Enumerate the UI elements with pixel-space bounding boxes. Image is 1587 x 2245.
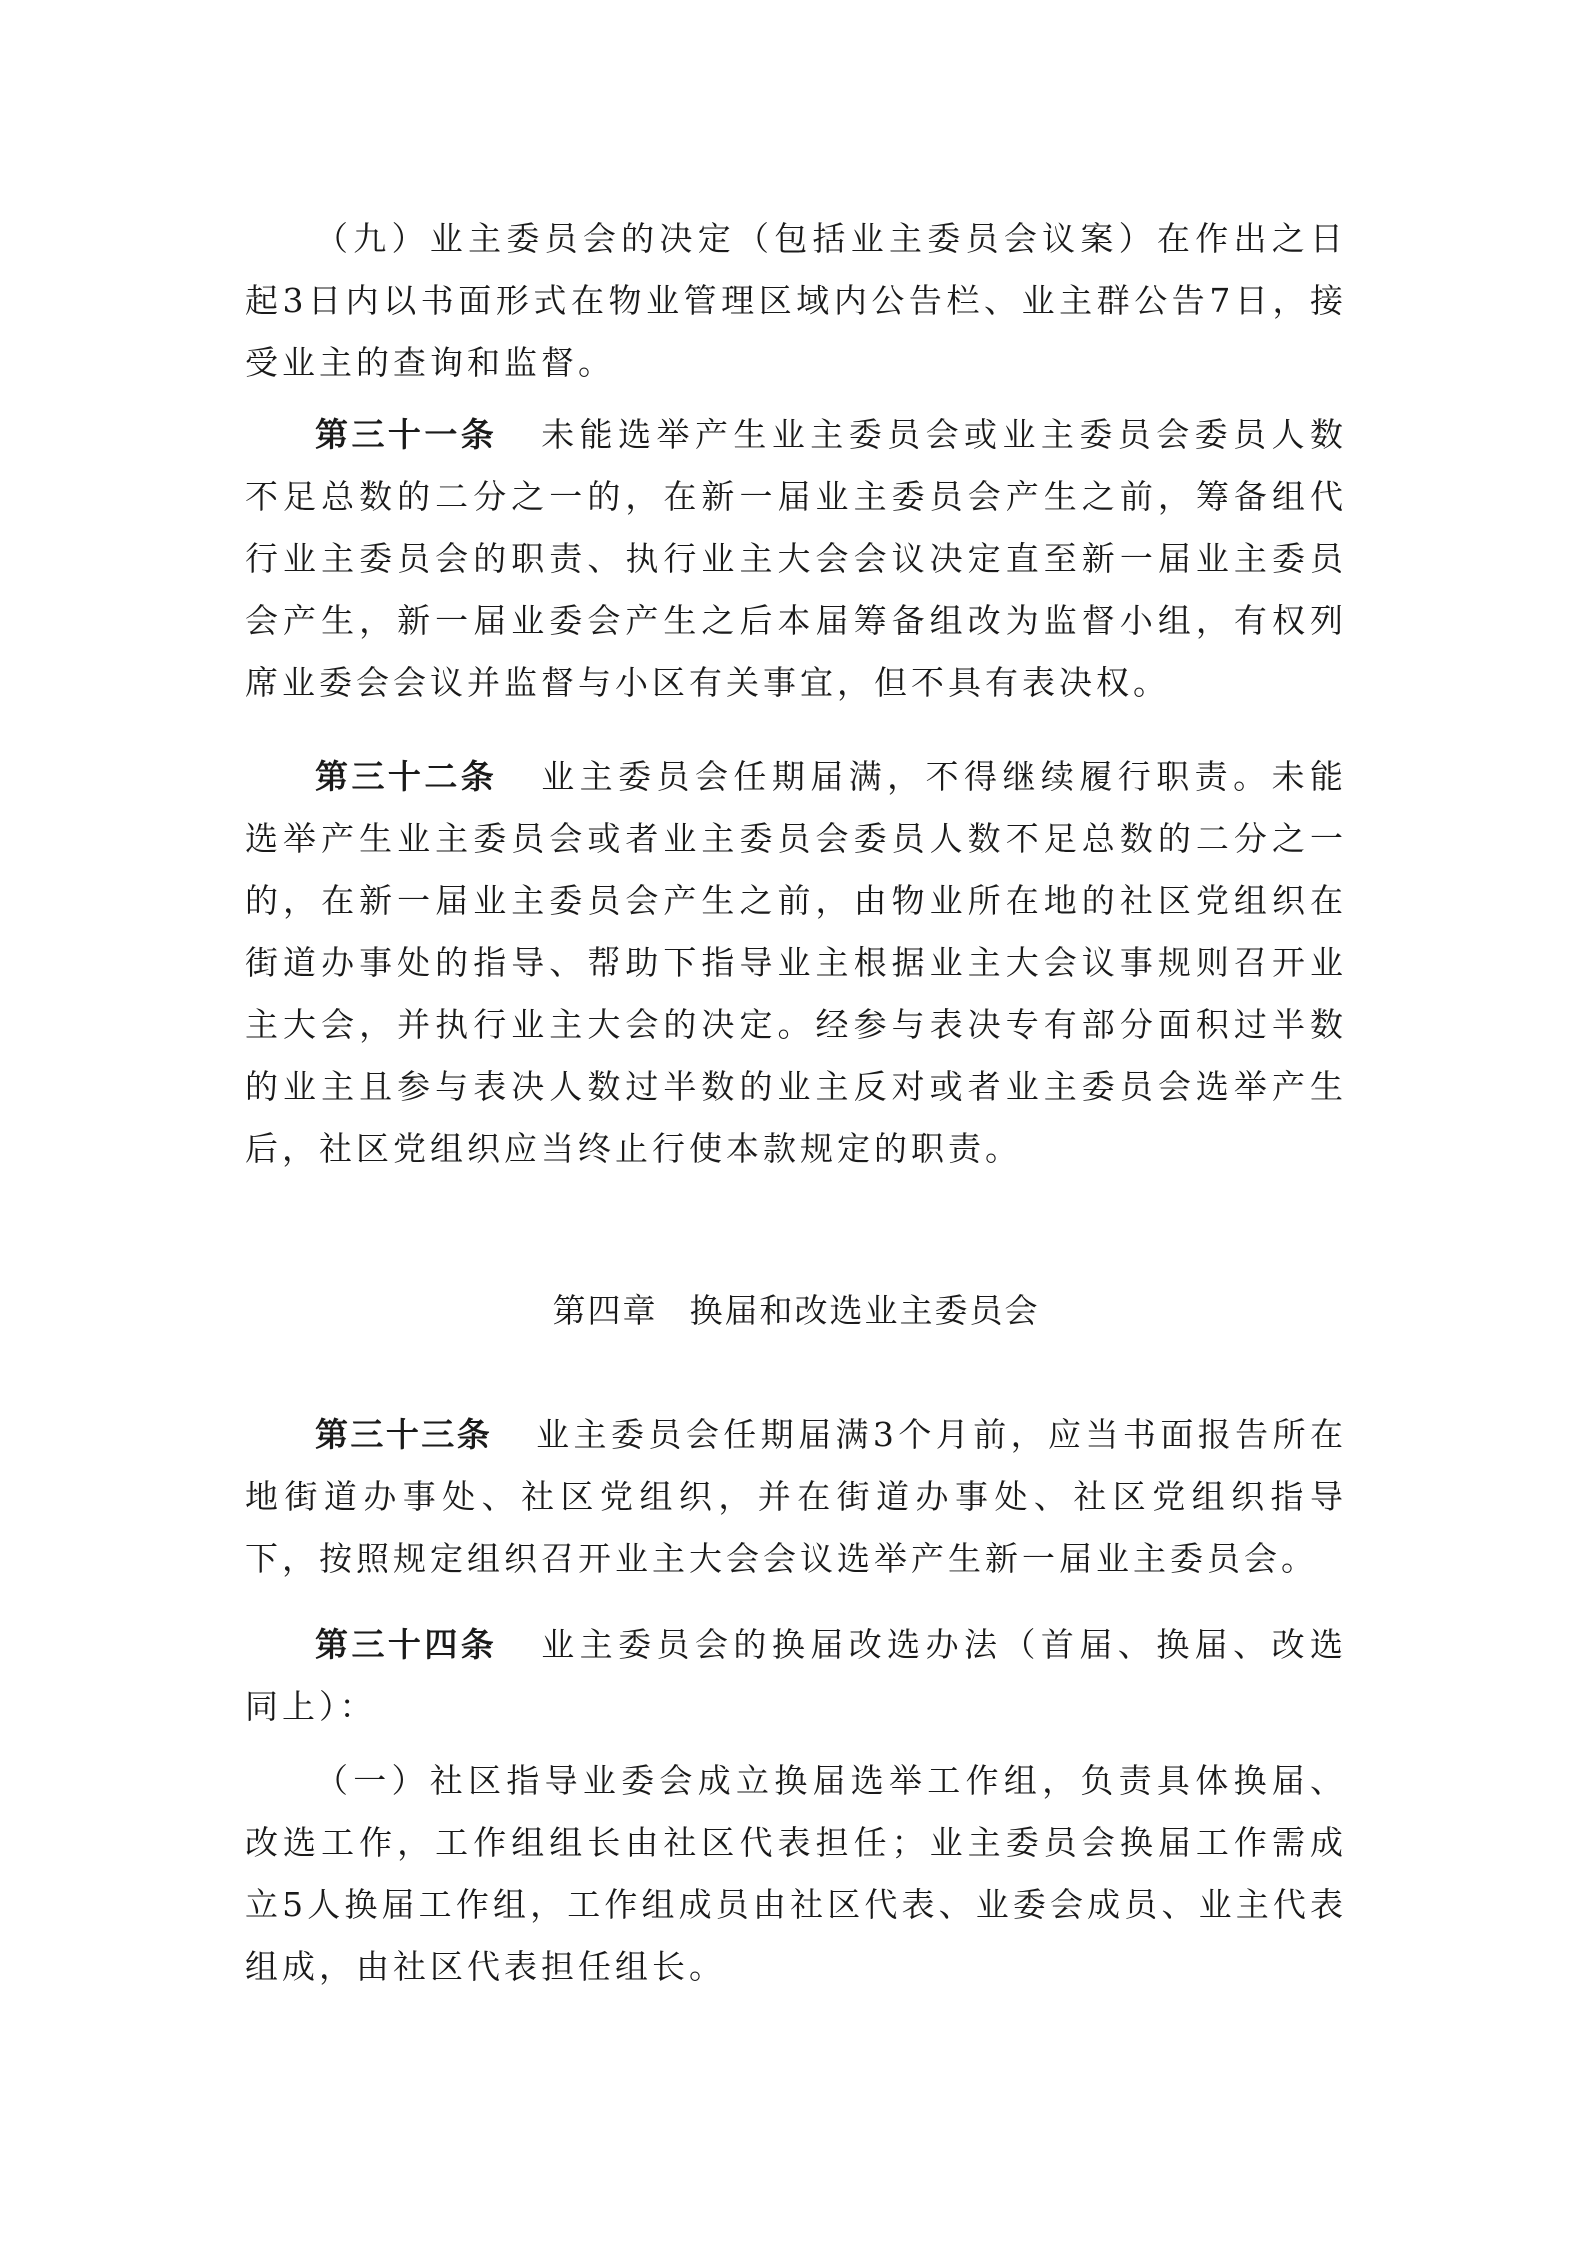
article-number: 第三十二条 — [315, 757, 498, 796]
paragraph-item-9 — [245, 208, 1347, 394]
article-number: 第三十三条 — [315, 1415, 493, 1454]
article-33 — [245, 1404, 1347, 1590]
article-34 — [245, 1614, 1347, 1738]
paragraph-text: （九）业主委员会的决定（包括业主委员会议案）在作出之日起3日内以书面形式在物业管理区域内公告栏、业主群公告7日，接受业主的查询和监督。 — [245, 219, 1347, 382]
article-number: 第三十一条 — [315, 415, 498, 454]
paragraph-item-1 — [245, 1750, 1347, 1998]
chapter-number: 第四章 — [552, 1291, 658, 1330]
article-number: 第三十四条 — [315, 1625, 498, 1664]
article-32 — [245, 746, 1347, 1180]
article-text: 业主委员会的换届改选办法（首届、换届、改选同上）： — [245, 1625, 1348, 1726]
paragraph-text: （一）社区指导业委会成立换届选举工作组，负责具体换届、改选工作，工作组组长由社区代表担任；业主委员会换届工作需成立5人换届工作组，工作组成员由社区代表、业委会成员、业主代表组成，由社区代表担任组长。 — [245, 1761, 1347, 1986]
article-31 — [245, 404, 1347, 714]
article-text: 业主委员会任期届满，不得继续履行职责。未能选举产生业主委员会或者业主委员会委员人数不足总数的二分之一的，在新一届业主委员会产生之前，由物业所在地的社区党组织在街道办事处的指导、帮助下指导业主根据业主大会议事规则召开业主大会，并执行业主大会的决定。经参与表决专有部分面积过半数的业主且参与表决人数过半数的业主反对或者业主委员会选举产生后，社区党组织应当终止行使本款规定的职责。 — [245, 757, 1348, 1168]
chapter-title: 换届和改选业主委员会 — [689, 1291, 1040, 1330]
article-text: 未能选举产生业主委员会或业主委员会委员人数不足总数的二分之一的，在新一届业主委员会产生之前，筹备组代行业主委员会的职责、执行业主大会会议决定直至新一届业主委员会产生，新一届业委会产生之后本届筹备组改为监督小组，有权列席业委会会议并监督与小区有关事宜，但不具有表决权。 — [245, 415, 1348, 702]
chapter-heading — [245, 1280, 1347, 1342]
article-text: 业主委员会任期届满3个月前，应当书面报告所在地街道办事处、社区党组织，并在街道办事处、社区党组织指导下，按照规定组织召开业主大会会议选举产生新一届业主委员会。 — [245, 1415, 1348, 1578]
